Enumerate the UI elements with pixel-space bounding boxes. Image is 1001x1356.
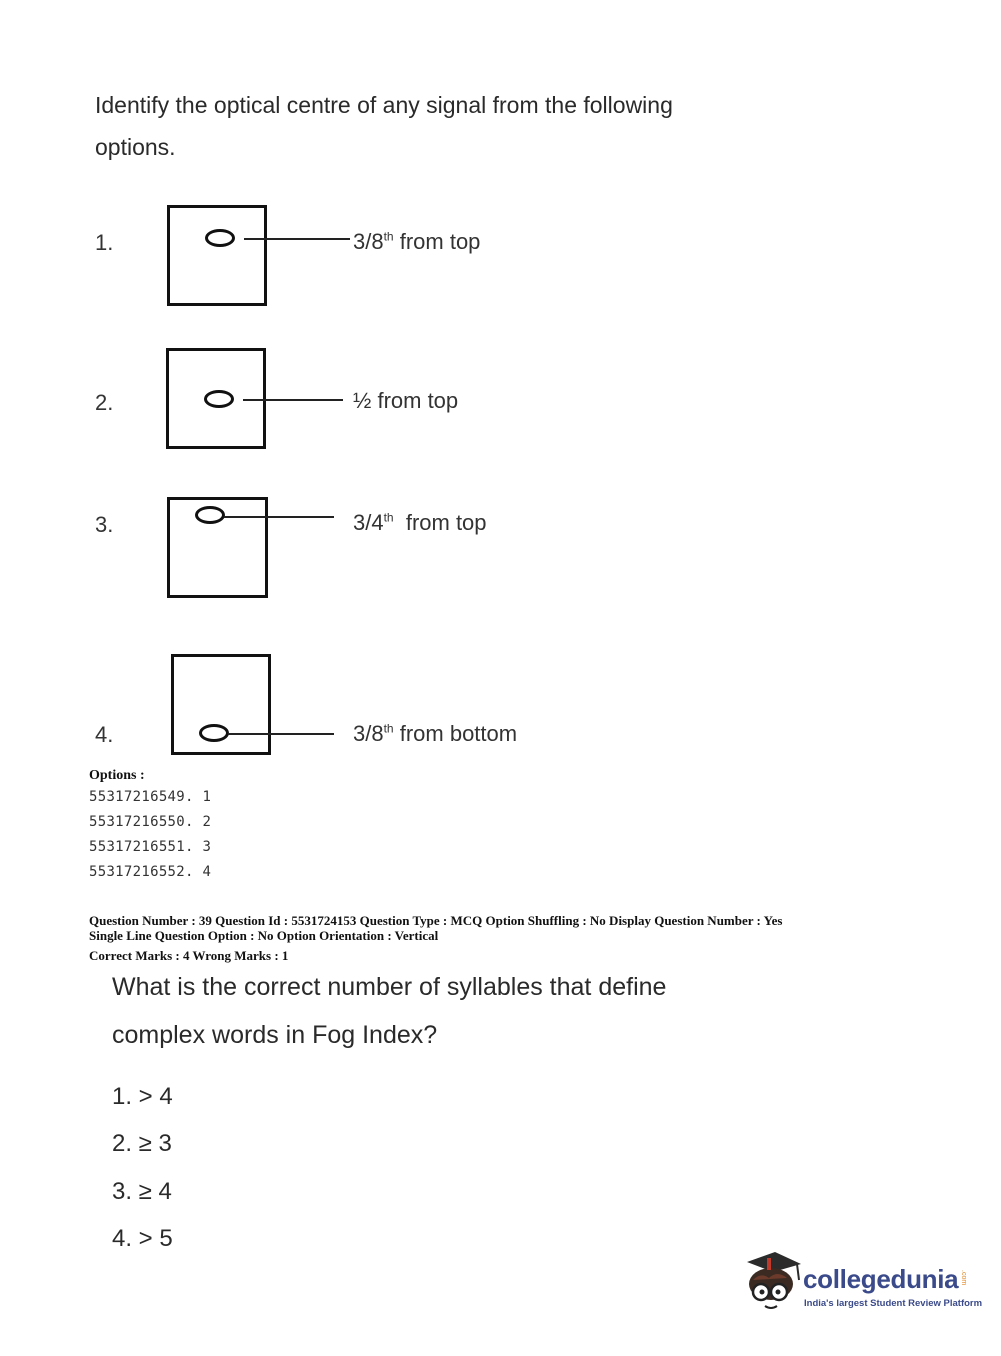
collegedunia-tagline: India's largest Student Review Platform — [804, 1298, 983, 1309]
leader-line-2 — [243, 399, 343, 401]
leader-line-1 — [244, 238, 350, 240]
option-item: 55317216552. 4 — [89, 864, 212, 880]
option-item: 55317216550. 2 — [89, 814, 212, 830]
option-item: 55317216551. 3 — [89, 839, 212, 855]
figure-number-1: 1. — [95, 230, 114, 255]
figure-caption-2: ½ from top — [353, 388, 459, 413]
question-2-option-1: 1. > 4 — [112, 1083, 173, 1110]
options-label: Options : — [89, 768, 145, 783]
question-1-text-line-1: Identify the optical centre of any signal from the following — [95, 92, 673, 118]
collegedunia-logo-suffix: .com — [960, 1270, 967, 1286]
figure-number-2: 2. — [95, 390, 114, 415]
question-2-option-2: 2. ≥ 3 — [112, 1130, 172, 1157]
question-meta-line-2: Single Line Question Option : No Option Orientation : Vertical — [89, 928, 439, 943]
signal-box-1 — [167, 205, 267, 306]
leader-line-4 — [228, 733, 334, 735]
collegedunia-mascot-icon — [741, 1250, 805, 1316]
question-2-option-4: 4. > 5 — [112, 1225, 173, 1252]
question-2-option-3: 3. ≥ 4 — [112, 1178, 172, 1205]
question-meta-line-3: Correct Marks : 4 Wrong Marks : 1 — [89, 948, 289, 963]
signal-lamp-4 — [199, 724, 229, 742]
signal-lamp-1 — [205, 229, 235, 247]
figure-caption-4: 3/8th from bottom — [353, 721, 518, 746]
question-meta-line-1: Question Number : 39 Question Id : 5531724153 Question Type : MCQ Option Shuffling : No Display Question Number : Yes — [89, 913, 783, 928]
signal-lamp-3 — [195, 506, 225, 524]
question-1-text-line-2: options. — [95, 134, 176, 160]
figure-caption-3: 3/4th from top — [353, 510, 487, 535]
option-item: 55317216549. 1 — [89, 789, 212, 805]
figure-caption-1: 3/8th from top — [353, 229, 481, 254]
question-2-text-line-1: What is the correct number of syllables that define — [112, 973, 667, 1001]
figure-number-4: 4. — [95, 722, 114, 747]
collegedunia-logo-text: collegedunia — [803, 1264, 959, 1294]
figure-number-3: 3. — [95, 512, 114, 537]
signal-lamp-2 — [204, 390, 234, 408]
question-2-text-line-2: complex words in Fog Index? — [112, 1021, 438, 1049]
leader-line-3 — [224, 516, 334, 518]
